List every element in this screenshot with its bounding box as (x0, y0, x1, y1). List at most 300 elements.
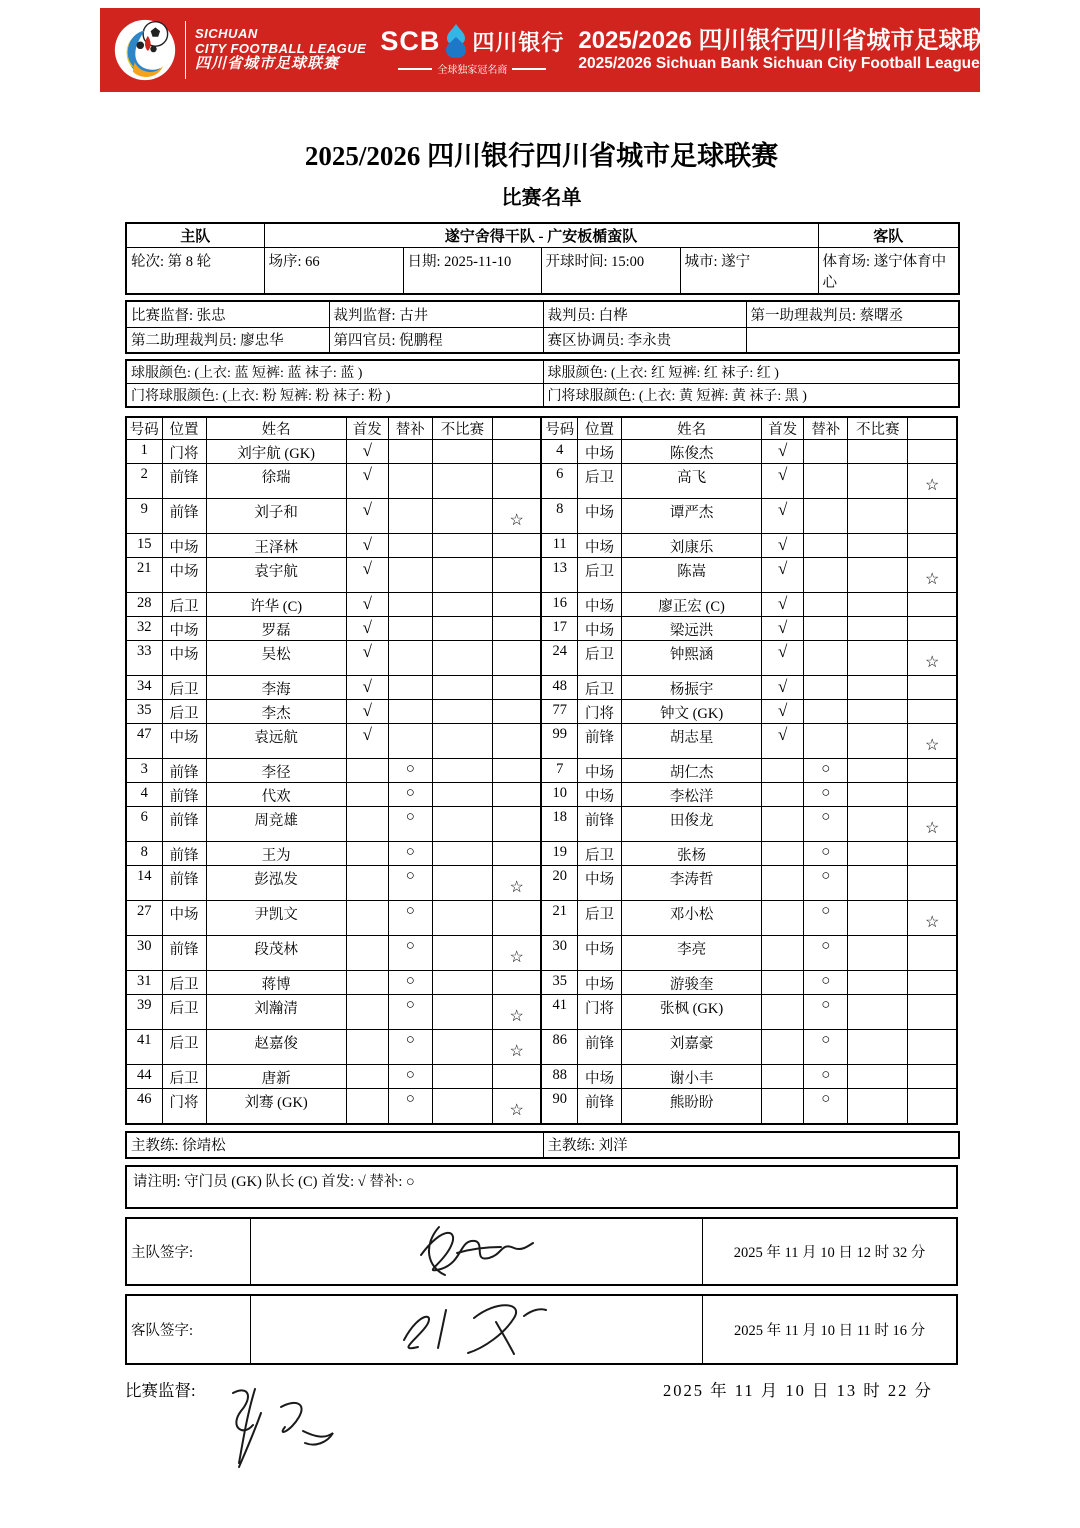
roster-header-player-number-away: 号码 (541, 417, 577, 440)
player-name-home: 段茂林 (206, 936, 346, 971)
star-mark-away (908, 759, 957, 783)
home-gk-kit-colors: 门将球服颜色: (上衣: 粉 短裤: 粉 袜子: 粉 ) (126, 384, 543, 408)
home-signature-table (125, 1217, 958, 1286)
away-signature-table (125, 1294, 958, 1365)
player-position-away: 前锋 (577, 1030, 621, 1065)
starter-mark-home (346, 842, 388, 866)
player-position-home: 门将 (162, 1089, 206, 1124)
player-name-home: 唐新 (206, 1065, 346, 1089)
starter-mark-away (762, 759, 804, 783)
starter-mark-away: √ (762, 558, 804, 593)
away-gk-kit-colors: 门将球服颜色: (上衣: 黄 短裤: 黄 袜子: 黑 ) (543, 384, 959, 408)
player-name-away: 谭严杰 (622, 499, 762, 534)
star-mark-away: ☆ (908, 807, 957, 842)
substitute-mark-home: ○ (388, 759, 432, 783)
no-play-mark-away (848, 936, 908, 971)
player-number-away: 35 (541, 971, 577, 995)
star-mark-home (492, 676, 541, 700)
legend-note: 请注明: 守门员 (GK) 队长 (C) 首发: √ 替补: ○ (125, 1165, 958, 1209)
player-number-away: 24 (541, 641, 577, 676)
starter-mark-away (762, 936, 804, 971)
substitute-mark-home (388, 676, 432, 700)
player-position-away: 门将 (577, 995, 621, 1030)
player-position-away: 中场 (577, 617, 621, 641)
star-mark-home: ☆ (492, 995, 541, 1030)
no-play-mark-home (432, 593, 492, 617)
star-mark-home (492, 593, 541, 617)
player-name-away: 钟熙涵 (622, 641, 762, 676)
substitute-mark-away: ○ (804, 842, 848, 866)
star-mark-home (492, 440, 541, 464)
player-position-home: 前锋 (162, 499, 206, 534)
player-position-home: 后卫 (162, 1065, 206, 1089)
home-signature-cell (250, 1218, 703, 1285)
starter-mark-away (762, 995, 804, 1030)
player-number-away: 88 (541, 1065, 577, 1089)
substitute-mark-home: ○ (388, 901, 432, 936)
match-date: 日期: 2025-11-10 (403, 248, 541, 295)
no-play-mark-away (848, 617, 908, 641)
player-name-home: 王泽林 (206, 534, 346, 558)
starter-mark-home: √ (346, 700, 388, 724)
player-position-home: 中场 (162, 724, 206, 759)
star-mark-home (492, 1065, 541, 1089)
player-position-home: 后卫 (162, 676, 206, 700)
starter-mark-away (762, 783, 804, 807)
player-name-away: 胡仁杰 (622, 759, 762, 783)
starter-mark-home (346, 995, 388, 1030)
tagline-line-left (398, 68, 432, 70)
substitute-mark-home (388, 464, 432, 499)
star-mark-home (492, 617, 541, 641)
home-signature-label: 主队签字: (126, 1218, 250, 1285)
roster-row (126, 700, 957, 724)
no-play-mark-home (432, 1030, 492, 1065)
banner-title-cn: 2025/2026 四川银行四川省城市足球联赛 (578, 27, 1011, 55)
player-position-home: 后卫 (162, 995, 206, 1030)
player-number-away: 10 (541, 783, 577, 807)
starter-mark-home (346, 1030, 388, 1065)
sponsor-name: 四川银行 (472, 29, 565, 55)
roster-header-player-name-home: 姓名 (206, 417, 346, 440)
roster-header-player-position-away: 位置 (577, 417, 621, 440)
player-number-home: 2 (126, 464, 162, 499)
star-mark-away (908, 1089, 957, 1124)
substitute-mark-home (388, 724, 432, 759)
player-position-away: 中场 (577, 593, 621, 617)
player-position-away: 后卫 (577, 842, 621, 866)
no-play-mark-home (432, 866, 492, 901)
match-sheet (125, 110, 958, 1487)
player-name-away: 李涛哲 (622, 866, 762, 901)
substitute-mark-away (804, 440, 848, 464)
no-play-mark-away (848, 901, 908, 936)
player-number-away: 99 (541, 724, 577, 759)
substitute-mark-home (388, 499, 432, 534)
assistant-referee-1: 第一助理裁判员: 蔡曙丞 (746, 301, 959, 327)
substitute-mark-away: ○ (804, 901, 848, 936)
player-name-away: 杨振宇 (622, 676, 762, 700)
starter-mark-away (762, 1065, 804, 1089)
player-number-home: 34 (126, 676, 162, 700)
officials-table (125, 300, 960, 354)
star-mark-away: ☆ (908, 558, 957, 593)
substitute-mark-away: ○ (804, 971, 848, 995)
no-play-mark-home (432, 901, 492, 936)
substitute-mark-away: ○ (804, 1065, 848, 1089)
no-play-mark-away (848, 440, 908, 464)
star-mark-away (908, 866, 957, 901)
player-name-home: 尹凯文 (206, 901, 346, 936)
player-name-home: 袁宇航 (206, 558, 346, 593)
no-play-mark-away (848, 842, 908, 866)
no-play-mark-away (848, 641, 908, 676)
home-signature-time: 2025 年 11 月 10 日 12 时 32 分 (703, 1218, 957, 1285)
player-name-away: 张杨 (622, 842, 762, 866)
player-name-home: 赵嘉俊 (206, 1030, 346, 1065)
scb-drop-icon (445, 24, 467, 58)
no-play-mark-away (848, 1089, 908, 1124)
no-play-mark-home (432, 1089, 492, 1124)
away-signature-time: 2025 年 11 月 10 日 11 时 16 分 (703, 1295, 957, 1364)
player-number-home: 4 (126, 783, 162, 807)
no-play-mark-away (848, 807, 908, 842)
substitute-mark-home: ○ (388, 995, 432, 1030)
player-name-home: 王为 (206, 842, 346, 866)
player-name-away: 刘嘉豪 (622, 1030, 762, 1065)
starter-mark-home (346, 1089, 388, 1124)
starter-mark-away: √ (762, 641, 804, 676)
player-position-home: 前锋 (162, 759, 206, 783)
starter-mark-away: √ (762, 593, 804, 617)
player-position-away: 中场 (577, 1065, 621, 1089)
player-name-away: 李松洋 (622, 783, 762, 807)
player-number-home: 14 (126, 866, 162, 901)
starter-mark-away: √ (762, 534, 804, 558)
roster-header-substitute-mark-home: 替补 (388, 417, 432, 440)
starter-mark-home (346, 936, 388, 971)
player-name-away: 张枫 (GK) (622, 995, 762, 1030)
player-position-home: 前锋 (162, 783, 206, 807)
no-play-mark-away (848, 593, 908, 617)
banner-title-block (578, 27, 1010, 72)
match-round: 轮次: 第 8 轮 (126, 248, 264, 295)
roster-header-no-play-mark-away: 不比赛 (848, 417, 908, 440)
player-name-home: 刘瀚清 (206, 995, 346, 1030)
sponsor-tagline-row (398, 61, 546, 76)
roster-row (126, 995, 957, 1030)
star-mark-away (908, 617, 957, 641)
substitute-mark-away (804, 641, 848, 676)
starter-mark-away: √ (762, 676, 804, 700)
starter-mark-home (346, 971, 388, 995)
no-play-mark-home (432, 936, 492, 971)
star-mark-home (492, 842, 541, 866)
league-banner (100, 8, 1011, 92)
starter-mark-home (346, 1065, 388, 1089)
document-subtitle: 比赛名单 (501, 187, 582, 209)
player-name-away: 梁远洪 (622, 617, 762, 641)
starter-mark-away: √ (762, 464, 804, 499)
referee-supervisor: 裁判监督: 古井 (329, 301, 543, 327)
no-play-mark-home (432, 499, 492, 534)
starter-mark-home (346, 783, 388, 807)
starter-mark-home: √ (346, 499, 388, 534)
substitute-mark-away: ○ (804, 783, 848, 807)
match-sequence: 场序: 66 (264, 248, 403, 295)
star-mark-away: ☆ (908, 464, 957, 499)
no-play-mark-away (848, 1065, 908, 1089)
star-mark-home (492, 971, 541, 995)
star-mark-away (908, 534, 957, 558)
substitute-mark-home (388, 617, 432, 641)
no-play-mark-home (432, 676, 492, 700)
no-play-mark-away (848, 971, 908, 995)
star-mark-home: ☆ (492, 499, 541, 534)
starter-mark-away: √ (762, 724, 804, 759)
star-mark-away (908, 700, 957, 724)
substitute-mark-away (804, 558, 848, 593)
no-play-mark-home (432, 1065, 492, 1089)
player-name-away: 刘康乐 (622, 534, 762, 558)
player-number-home: 32 (126, 617, 162, 641)
starter-mark-home (346, 901, 388, 936)
player-position-away: 后卫 (577, 464, 621, 499)
star-mark-home (492, 807, 541, 842)
star-mark-away: ☆ (908, 901, 957, 936)
player-position-away: 前锋 (577, 1089, 621, 1124)
player-number-home: 3 (126, 759, 162, 783)
roster-header-starter-mark-home: 首发 (346, 417, 388, 440)
no-play-mark-home (432, 534, 492, 558)
roster-row (126, 1030, 957, 1065)
player-number-away: 16 (541, 593, 577, 617)
no-play-mark-away (848, 464, 908, 499)
substitute-mark-away: ○ (804, 759, 848, 783)
starter-mark-home: √ (346, 676, 388, 700)
roster-row (126, 593, 957, 617)
away-head-coach: 主教练: 刘洋 (543, 1132, 959, 1158)
player-position-home: 前锋 (162, 936, 206, 971)
roster-header-player-number-home: 号码 (126, 417, 162, 440)
roster-row (126, 936, 957, 971)
roster-row (126, 901, 957, 936)
player-name-home: 李杰 (206, 700, 346, 724)
player-number-away: 20 (541, 866, 577, 901)
player-position-home: 后卫 (162, 593, 206, 617)
substitute-mark-home: ○ (388, 842, 432, 866)
roster-row (126, 866, 957, 901)
no-play-mark-away (848, 558, 908, 593)
player-position-home: 中场 (162, 534, 206, 558)
star-mark-home (492, 641, 541, 676)
player-name-away: 廖正宏 (C) (622, 593, 762, 617)
player-name-home: 吴松 (206, 641, 346, 676)
player-number-away: 30 (541, 936, 577, 971)
player-name-home: 李海 (206, 676, 346, 700)
document-title: 2025/2026 四川银行四川省城市足球联赛 (304, 141, 779, 171)
roster-row (126, 759, 957, 783)
player-position-away: 中场 (577, 783, 621, 807)
starter-mark-away (762, 1030, 804, 1065)
home-kit-colors: 球服颜色: (上衣: 蓝 短裤: 蓝 袜子: 蓝 ) (126, 360, 543, 384)
no-play-mark-home (432, 807, 492, 842)
coaches-table (125, 1131, 960, 1159)
player-number-home: 27 (126, 901, 162, 936)
roster-header-star-mark-away (908, 417, 957, 440)
home-team-label: 主队 (126, 223, 264, 248)
player-position-away: 前锋 (577, 807, 621, 842)
no-play-mark-home (432, 971, 492, 995)
player-position-away: 中场 (577, 936, 621, 971)
substitute-mark-home: ○ (388, 1030, 432, 1065)
star-mark-away (908, 1030, 957, 1065)
no-play-mark-home (432, 440, 492, 464)
no-play-mark-home (432, 995, 492, 1030)
substitute-mark-away (804, 499, 848, 534)
roster-header-starter-mark-away: 首发 (762, 417, 804, 440)
player-number-home: 6 (126, 807, 162, 842)
player-position-home: 中场 (162, 641, 206, 676)
substitute-mark-home (388, 558, 432, 593)
star-mark-home (492, 783, 541, 807)
starter-mark-away: √ (762, 499, 804, 534)
no-play-mark-away (848, 676, 908, 700)
roster-header-player-position-home: 位置 (162, 417, 206, 440)
player-position-home: 后卫 (162, 1030, 206, 1065)
player-number-home: 47 (126, 724, 162, 759)
player-name-away: 游骏奎 (622, 971, 762, 995)
roster-header-row (126, 417, 957, 440)
player-number-away: 13 (541, 558, 577, 593)
star-mark-away (908, 593, 957, 617)
no-play-mark-home (432, 842, 492, 866)
match-stadium: 体育场: 遂宁体育中心 (818, 248, 959, 295)
player-number-home: 8 (126, 842, 162, 866)
player-number-home: 9 (126, 499, 162, 534)
starter-mark-home: √ (346, 724, 388, 759)
match-supervisor: 比赛监督: 张忠 (126, 301, 329, 327)
league-name-block (195, 27, 366, 73)
player-name-away: 高飞 (622, 464, 762, 499)
roster-row (126, 499, 957, 534)
player-name-home: 许华 (C) (206, 593, 346, 617)
no-play-mark-away (848, 995, 908, 1030)
player-position-away: 中场 (577, 534, 621, 558)
fixture-title: 遂宁舍得干队 - 广安板楯蛮队 (264, 223, 818, 248)
star-mark-home: ☆ (492, 1030, 541, 1065)
substitute-mark-home (388, 534, 432, 558)
no-play-mark-away (848, 1030, 908, 1065)
star-mark-home (492, 558, 541, 593)
player-name-home: 李径 (206, 759, 346, 783)
league-name-cn: 四川省城市足球联赛 (195, 55, 340, 73)
substitute-mark-home: ○ (388, 936, 432, 971)
starter-mark-away (762, 866, 804, 901)
player-number-away: 17 (541, 617, 577, 641)
player-number-home: 44 (126, 1065, 162, 1089)
player-roster-table (125, 416, 958, 1125)
player-position-home: 门将 (162, 440, 206, 464)
away-signature-label: 客队签字: (126, 1295, 250, 1364)
player-number-away: 90 (541, 1089, 577, 1124)
player-number-home: 21 (126, 558, 162, 593)
starter-mark-home: √ (346, 641, 388, 676)
tagline-line-right (512, 68, 546, 70)
sponsor-block (380, 24, 564, 76)
starter-mark-home (346, 807, 388, 842)
player-number-home: 35 (126, 700, 162, 724)
star-mark-home (492, 724, 541, 759)
roster-row (126, 676, 957, 700)
roster-row (126, 971, 957, 995)
match-kickoff: 开球时间: 15:00 (541, 248, 680, 295)
no-play-mark-away (848, 759, 908, 783)
starter-mark-away: √ (762, 617, 804, 641)
no-play-mark-home (432, 641, 492, 676)
no-play-mark-home (432, 558, 492, 593)
player-position-home: 前锋 (162, 464, 206, 499)
away-team-label: 客队 (818, 223, 959, 248)
player-number-home: 30 (126, 936, 162, 971)
star-mark-away (908, 499, 957, 534)
player-number-home: 1 (126, 440, 162, 464)
substitute-mark-away (804, 617, 848, 641)
player-number-home: 33 (126, 641, 162, 676)
player-name-home: 刘子和 (206, 499, 346, 534)
substitute-mark-away: ○ (804, 1089, 848, 1124)
no-play-mark-away (848, 783, 908, 807)
supervisor-signature-label: 比赛监督: (125, 1380, 196, 1400)
starter-mark-away (762, 971, 804, 995)
starter-mark-away (762, 1089, 804, 1124)
player-number-away: 7 (541, 759, 577, 783)
player-name-away: 陈嵩 (622, 558, 762, 593)
player-name-away: 田俊龙 (622, 807, 762, 842)
player-name-away: 钟文 (GK) (622, 700, 762, 724)
player-position-away: 中场 (577, 499, 621, 534)
roster-header-player-name-away: 姓名 (622, 417, 762, 440)
player-number-away: 8 (541, 499, 577, 534)
substitute-mark-home: ○ (388, 1089, 432, 1124)
player-position-home: 中场 (162, 617, 206, 641)
player-number-away: 4 (541, 440, 577, 464)
supervisor-signature-time: 2025 年 11 月 10 日 13 时 22 分 (662, 1380, 933, 1400)
player-position-home: 前锋 (162, 866, 206, 901)
assistant-referee-2: 第二助理裁判员: 廖忠华 (126, 327, 329, 353)
star-mark-home (492, 759, 541, 783)
player-number-away: 6 (541, 464, 577, 499)
starter-mark-home: √ (346, 558, 388, 593)
substitute-mark-away (804, 676, 848, 700)
starter-mark-home: √ (346, 593, 388, 617)
player-name-home: 蒋博 (206, 971, 346, 995)
no-play-mark-home (432, 700, 492, 724)
player-number-home: 39 (126, 995, 162, 1030)
star-mark-away (908, 1065, 957, 1089)
star-mark-away (908, 995, 957, 1030)
match-header-table (125, 222, 960, 295)
sponsor-tagline: 全球独家冠名商 (437, 65, 508, 76)
away-kit-colors: 球服颜色: (上衣: 红 短裤: 红 袜子: 红 ) (543, 360, 959, 384)
roster-row (126, 842, 957, 866)
fourth-official: 第四官员: 倪鹏程 (329, 327, 543, 353)
no-play-mark-home (432, 759, 492, 783)
league-name-en-line1: SICHUAN (195, 26, 258, 42)
player-position-home: 中场 (162, 901, 206, 936)
player-number-home: 15 (126, 534, 162, 558)
player-position-away: 中场 (577, 866, 621, 901)
